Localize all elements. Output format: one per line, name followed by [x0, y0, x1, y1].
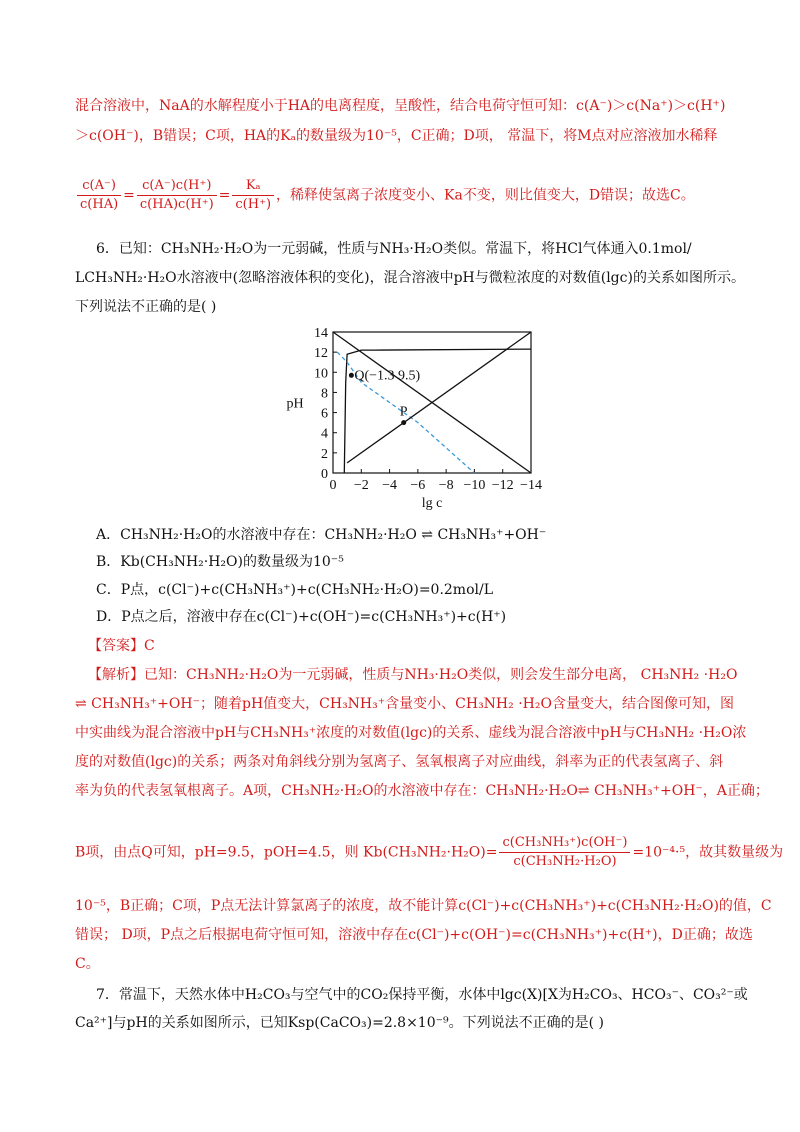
- prev-solution-line-1: 混合溶液中，NaA的水解程度小于HA的电离程度，呈酸性，结合电荷守恒可知：c(A⁻)＞c(Na⁺)＞c(H⁺): [75, 98, 726, 114]
- y-axis-label: pH: [286, 396, 304, 412]
- fraction-3: $\frac{\text{Kₐ}}{c(H^+)}$: [232, 177, 274, 214]
- q6-analysis-line-8: 错误； D项，P点之后根据电荷守恒可知，溶液中存在c(Cl⁻)+c(OH⁻)=c(CH₃NH₃⁺)+c(H⁺)，D正确；故选: [75, 927, 753, 943]
- y-tick-label: 6: [321, 406, 328, 422]
- q6-option-d: D．P点之后，溶液中存在c(Cl⁻)+c(OH⁻)=c(CH₃NH₃⁺)+c(H⁺): [96, 609, 507, 625]
- x-tick-label: −8: [438, 478, 454, 493]
- point-marker: [401, 420, 406, 425]
- y-tick-label: 0: [321, 467, 328, 482]
- x-tick-label: −12: [491, 478, 514, 493]
- q7-line-2: Ca²⁺]与pH的关系如图所示，已知Ksp(CaCO₃)=2.8×10⁻⁹。下列说法不正确的是( ): [75, 1015, 604, 1031]
- y-tick-label: 4: [321, 426, 328, 442]
- q7-line-1: 7．常温下，天然水体中H₂CO₃与空气中的CO₂保持平衡，水体中lgc(X)[X为H₂CO₃、HCO₃⁻、CO₃²⁻或: [96, 987, 748, 1003]
- y-tick-label: 2: [321, 446, 328, 462]
- q6-analysis-line-9: C。: [75, 956, 100, 972]
- q6-option-b: B．Kb(CH₃NH₂·H₂O)的数量级为10⁻⁵: [96, 554, 344, 570]
- y-tick-label: 12: [314, 346, 328, 362]
- x-tick-label: −6: [410, 478, 426, 493]
- fraction-2: $\frac{c(A^-)c(H^+)}{c(HA)c(H^+)}$: [137, 177, 217, 214]
- fraction-1: $\frac{c(A^-)}{c(HA)}$: [77, 177, 121, 214]
- q6-analysis-line-2: ⇌ CH₃NH₃⁺+OH⁻；随着pH值变大，CH₃NH₃⁺含量变小、CH₃NH₂ ·H₂O含量变大，结合图像可知，图: [75, 696, 734, 712]
- ka-fraction: $\frac{\text{c(CH₃NH₃⁺)c(OH⁻)}}{\text{c(CH₃NH₂·H₂O)}}$: [499, 834, 630, 871]
- q6-analysis-b-formula: B项，由点Q可知，pH=9.5，pOH=4.5，则 Kb(CH₃NH₂·H₂O)= $\frac{\text{c(CH₃NH₃⁺)c(OH⁻)}}{\text{c(CH₃NH₂·H₂O)}}$ =10⁻⁴·⁵，故其数量级为: [75, 835, 784, 869]
- q6-analysis-line-3: 中实曲线为混合溶液中pH与CH₃NH₃⁺浓度的对数值(lgc)的关系、虚线为混合溶液中pH与CH₃NH₂ ·H₂O浓: [75, 725, 747, 741]
- point-label: P: [399, 404, 408, 420]
- y-tick-label: 8: [321, 386, 328, 402]
- q6-option-c: C．P点，c(Cl⁻)+c(CH₃NH₃⁺)+c(CH₃NH₂·H₂O)=0.2mol/L: [96, 582, 494, 598]
- x-tick-label: 0: [329, 478, 337, 493]
- q6-analysis-line-4: 度的对数值(lgc)的关系；两条对角斜线分别为氢离子、氢氧根离子对应曲线，斜率为正的代表氢离子、斜: [75, 754, 724, 770]
- x-axis-label: lg c: [421, 496, 443, 511]
- point-label: Q(−1.3 9.5): [354, 368, 421, 384]
- x-tick-label: −2: [353, 478, 369, 493]
- q6-line-3: 下列说法不正确的是( ): [75, 299, 217, 315]
- ph-lgc-chart: [0, 320, 800, 520]
- q6-line-1: 6．已知：CH₃NH₂·H₂O为一元弱碱，性质与NH₃·H₂O类似。常温下，将HCl气体通入0.1mol/: [96, 241, 692, 257]
- q6-line-2: LCH₃NH₂·H₂O水溶液中(忽略溶液体积的变化)，混合溶液中pH与微粒浓度的对数值(lgc)的关系如图所示。: [75, 270, 745, 286]
- y-tick-label: 14: [314, 326, 328, 341]
- q6-analysis-line-5: 率为负的代表氢氧根离子。A项，CH₃NH₂·H₂O的水溶液中存在：CH₃NH₂·H₂O⇌ CH₃NH₃⁺+OH⁻，A正确；: [75, 783, 769, 799]
- q6-answer: 【答案】C: [88, 638, 155, 654]
- prev-solution-line-2: ＞c(OH⁻)，B错误；C项，HA的Kₐ的数量级为10⁻⁵，C正确；D项， 常温下，将M点对应溶液加水稀释: [75, 128, 718, 144]
- q6-option-a: A．CH₃NH₂·H₂O的水溶液中存在：CH₃NH₂·H₂O ⇌ CH₃NH₃⁺+OH⁻: [96, 527, 547, 543]
- prev-solution-formula: $\frac{c(A^-)}{c(HA)}$ = $\frac{c(A^-)c(H^+)}{c(HA)c(H^+)}$ = $\frac{\text{Kₐ}}{c(H^+)}$ ，稀释使氢离子浓度变小、Ka不变，则比值变大，D错误；故选C。: [75, 177, 695, 214]
- series-line-solid: [347, 332, 531, 463]
- q6-analysis-line-1: 【解析】已知：CH₃NH₂·H₂O为一元弱碱，性质与NH₃·H₂O类似，则会发生部分电离， CH₃NH₂ ·H₂O: [88, 667, 738, 683]
- x-tick-label: −14: [520, 478, 542, 493]
- x-tick-label: −4: [382, 478, 398, 493]
- point-marker: [349, 373, 354, 378]
- formula-tail: ，稀释使氢离子浓度变小、Ka不变，则比值变大，D错误；故选C。: [276, 187, 695, 204]
- y-tick-label: 10: [314, 366, 328, 382]
- x-tick-label: −10: [463, 478, 486, 493]
- q6-analysis-line-7: 10⁻⁵，B正确；C项，P点无法计算氯离子的浓度，故不能计算c(Cl⁻)+c(CH₃NH₃⁺)+c(CH₃NH₂·H₂O)的值，C: [75, 898, 772, 914]
